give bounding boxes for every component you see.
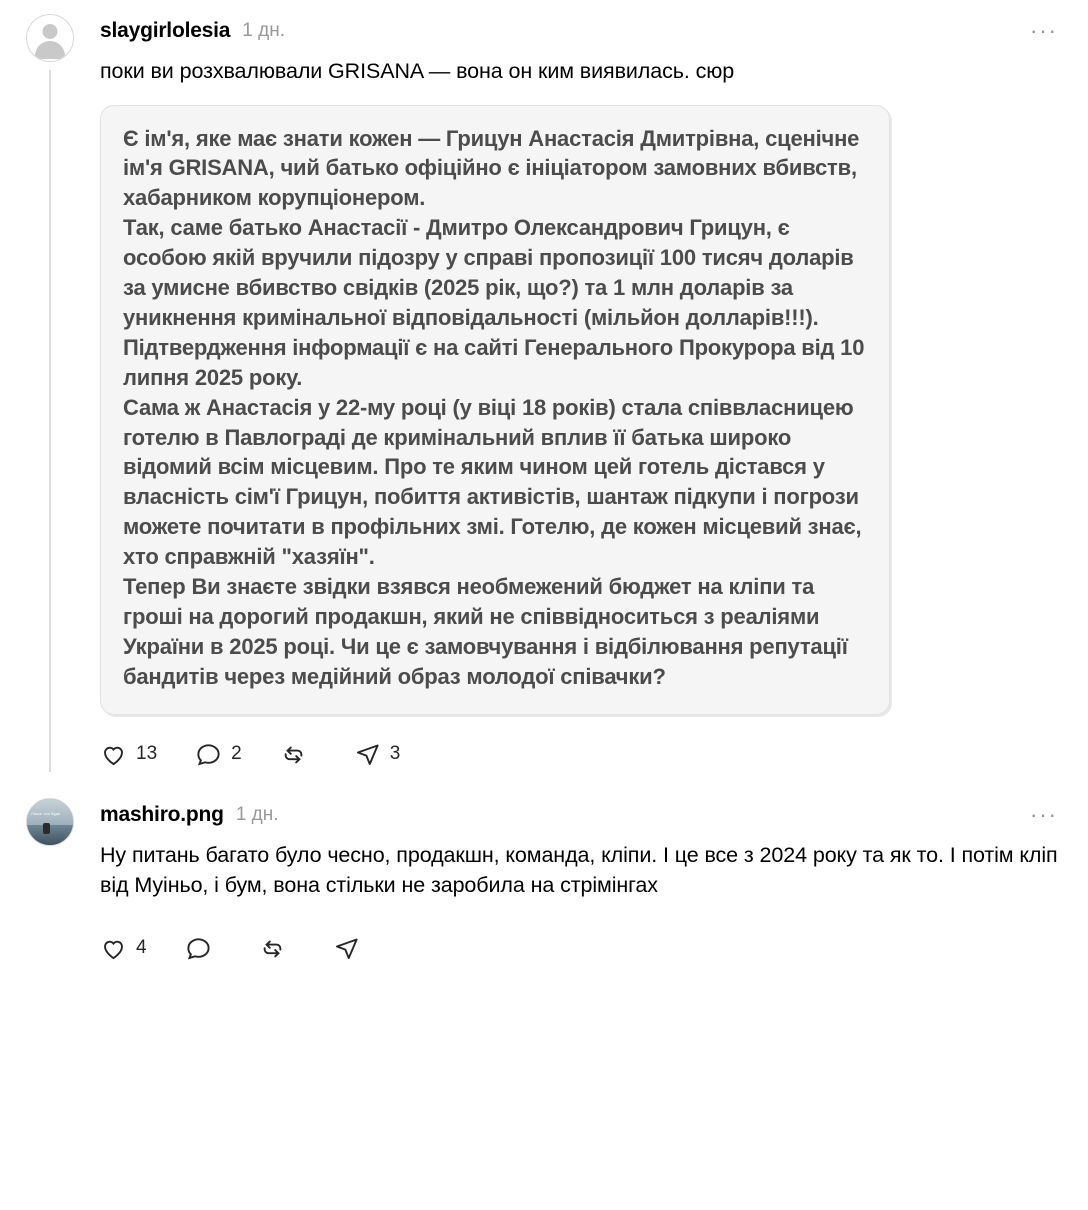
like-button[interactable] [100,935,147,962]
post-1-action-bar [100,741,1062,768]
post-username[interactable]: mashiro.png [100,802,224,826]
like-count: 13 [136,743,158,765]
repost-button[interactable] [280,741,316,768]
avatar[interactable] [26,798,74,846]
post-2-content [100,798,1062,966]
post-text: Ну питань багато було чесно, продакшн, команда, кліпи. І це все з 2024 року та як то. І потім кліп від Муіньо, і бум, вона стільки не заробила на стрімінгах [100,842,1058,898]
attached-screenshot-card[interactable] [100,105,890,715]
avatar-placeholder-body-icon [35,41,65,59]
avatar-figure [43,823,50,834]
reply-button[interactable] [195,741,242,768]
feed-bottom-spacer [0,966,1088,986]
more-options-icon[interactable]: ··· [1030,18,1058,43]
post-username[interactable]: slaygirlolesia [100,19,231,42]
post-text: поки ви розхвалювали GRISANA — вона он ким виявилась. сюр [100,59,735,83]
repost-button[interactable] [259,935,295,962]
avatar[interactable] [26,14,74,62]
post-1-header [100,16,1062,46]
post-2 [0,772,1088,966]
attachment-paragraph-1: Є ім'я, яке має знати кожен — Грицун Анастасія Дмитрівна, сценічне ім'я GRISANA, чий батько офіційно є ініціатором замовних вбивств, хабарником корупціонером. [123,125,860,211]
heart-icon [100,741,127,768]
post-1-content [100,14,1062,772]
share-button[interactable] [354,741,401,768]
post-timestamp: 1 дн. [242,20,285,41]
share-count: 3 [389,743,401,765]
like-count: 4 [136,937,147,959]
thread-connector-line [49,70,51,772]
post-2-gutter [26,798,100,966]
post-timestamp: 1 дн. [235,803,279,825]
repost-icon [280,741,307,768]
avatar-caption: Лише так буде [31,810,61,816]
avatar-sea [27,825,73,844]
avatar-placeholder-icon [43,24,58,39]
heart-icon [100,935,127,962]
share-icon [333,935,360,962]
repost-icon [259,935,286,962]
like-button[interactable] [100,741,157,768]
attachment-paragraph-2: Так, саме батько Анастасії - Дмитро Олександрович Грицун, є особою якій вручили підозру у справі пропозиції 100 тисяч доларів за умисне вбивство свідків (2025 рік, що?) та 1 млн доларів за уникнення кримінальної відповідальності (мільйон долларів!!!). Підтвердження інформації є на сайті Генерального Прокурора від 10 липня 2025 року. [123,215,865,390]
more-options-icon[interactable]: ··· [1030,801,1058,827]
comment-icon [185,935,212,962]
post-2-action-bar [100,935,1062,962]
share-button[interactable] [333,935,369,962]
comment-icon [195,741,222,768]
post-1-gutter [26,14,100,772]
post-2-header [100,800,1062,830]
attachment-paragraph-3: Сама ж Анастасія у 22-му році (у віці 18 років) стала співвласницею готелю в Павлограді де кримінальний вплив її батька широко відомий всім місцевим. Про те яким чином цей готель дістався у власність сім'ї Грицун, побиття активістів, шантаж підкупи і погрози можете почитати в профільних змі. Готелю, де кожен місцевий знає, хто справжній "хазяїн". [123,394,862,570]
share-icon [354,741,381,768]
reply-button[interactable] [185,935,221,962]
reply-count: 2 [231,743,242,765]
attachment-paragraph-4: Тепер Ви знаєте звідки взявся необмежений бюджет на кліпи та гроші на дорогий продакшн, який не співвідноситься з реаліями України в 2025 році. Чи це є замовчування і відбілювання репутації бандитів через медійний образ молодої співачки? [123,574,848,689]
